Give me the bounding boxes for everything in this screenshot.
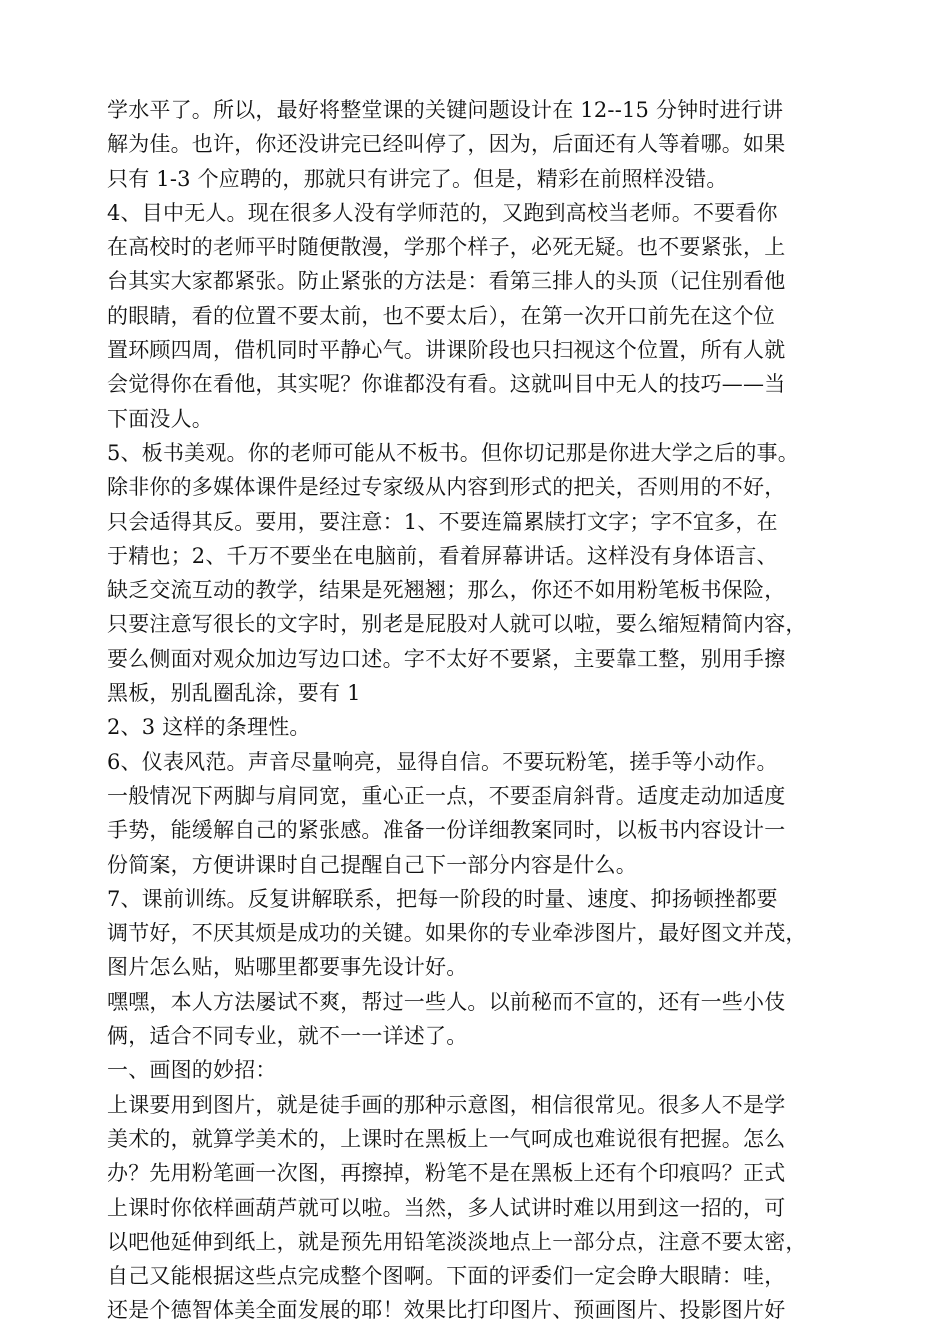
text-line: 台其实大家都紧张。防止紧张的方法是：看第三排人的头顶（记住别看他 (107, 269, 786, 294)
text-line: 图片怎么贴，贴哪里都要事先设计好。 (107, 955, 468, 980)
text-line: 缺乏交流互动的教学，结果是死翘翘；那么，你还不如用粉笔板书保险， (107, 578, 786, 603)
text-line: 在高校时的老师平时随便散漫，学那个样子，必死无疑。也不要紧张，上 (107, 235, 786, 260)
text-line: 的眼睛，看的位置不要太前，也不要太后），在第一次开口前先在这个位 (107, 303, 775, 328)
text-line: 4、目中无人。现在很多人没有学师范的，又跑到高校当老师。不要看你 (107, 200, 778, 225)
text-line: 办？先用粉笔画一次图，再擦掉，粉笔不是在黑板上还有个印痕吗？正式 (107, 1161, 786, 1186)
text-line: 于精也；2、千万不要坐在电脑前，看着屏幕讲话。这样没有身体语言、 (107, 543, 778, 568)
text-line: 上课时你依样画葫芦就可以啦。当然，多人试讲时难以用到这一招的，可 (107, 1195, 786, 1220)
text-line: 下面没人。 (107, 406, 213, 431)
text-line: 黑板，别乱圈乱涂，要有 1 (107, 681, 361, 706)
text-line: 6、仪表风范。声音尽量响亮，显得自信。不要玩粉笔，搓手等小动作。 (107, 749, 778, 774)
text-line: 置环顾四周，借机同时平静心气。讲课阶段也只扫视这个位置，所有人就 (107, 338, 786, 363)
text-line: 只有 1-3 个应聘的，那就只有讲完了。但是，精彩在前照样没错。 (107, 166, 728, 191)
text-line: 学水平了。所以，最好将整堂课的关键问题设计在 12--15 分钟时进行讲 (107, 98, 784, 122)
text-line: 美术的，就算学美术的，上课时在黑板上一气呵成也难说很有把握。怎么 (107, 1126, 786, 1151)
text-line: 手势，能缓解自己的紧张感。准备一份详细教案同时，以板书内容设计一 (107, 818, 786, 843)
text-line: 要么侧面对观众加边写边口述。字不太好不要紧，主要靠工整，别用手擦 (107, 646, 786, 671)
text-line: 会觉得你在看他，其实呢？你谁都没有看。这就叫目中无人的技巧——当 (107, 372, 786, 397)
text-line: 上课要用到图片，就是徒手画的那种示意图，相信很常见。很多人不是学 (107, 1092, 786, 1117)
text-line: 5、板书美观。你的老师可能从不板书。但你切记那是你进大学之后的事。 (107, 440, 799, 465)
text-line: 还是个德智体美全面发展的耶！效果比打印图片、预画图片、投影图片好 (107, 1298, 786, 1323)
text-line: 一、画图的妙招： (107, 1058, 277, 1083)
text-line: 自己又能根据这些点完成整个图啊。下面的评委们一定会睁大眼睛：哇， (107, 1264, 786, 1289)
text-line: 7、课前训练。反复讲解联系，把每一阶段的时量、速度、抑扬顿挫都要 (107, 886, 778, 911)
text-line: 除非你的多媒体课件是经过专家级从内容到形式的把关，否则用的不好， (107, 475, 786, 500)
text-line: 调节好，不厌其烦是成功的关键。如果你的专业牵涉图片，最好图文并茂， (107, 921, 807, 946)
text-line: 只要注意写很长的文字时，别老是屁股对人就可以啦，要么缩短精简内容， (107, 612, 807, 637)
text-line: 份简案，方便讲课时自己提醒自己下一部分内容是什么。 (107, 852, 637, 877)
text-line: 一般情况下两脚与肩同宽，重心正一点，不要歪肩斜背。适度走动加适度 (107, 783, 786, 808)
text-line: 以吧他延伸到纸上，就是预先用铅笔淡淡地点上一部分点，注意不要太密， (107, 1229, 807, 1254)
text-line: 只会适得其反。要用，要注意：1、不要连篇累牍打文字；字不宜多，在 (107, 509, 778, 534)
text-line: 2、3 这样的条理性。 (107, 715, 311, 740)
text-line: 嘿嘿，本人方法屡试不爽，帮过一些人。以前秘而不宣的，还有一些小伎 (107, 989, 786, 1014)
text-line: 俩，适合不同专业，就不一一详述了。 (107, 1024, 468, 1049)
document-body (107, 93, 867, 1328)
text-line: 解为佳。也许，你还没讲完已经叫停了，因为，后面还有人等着哪。如果 (107, 132, 786, 157)
